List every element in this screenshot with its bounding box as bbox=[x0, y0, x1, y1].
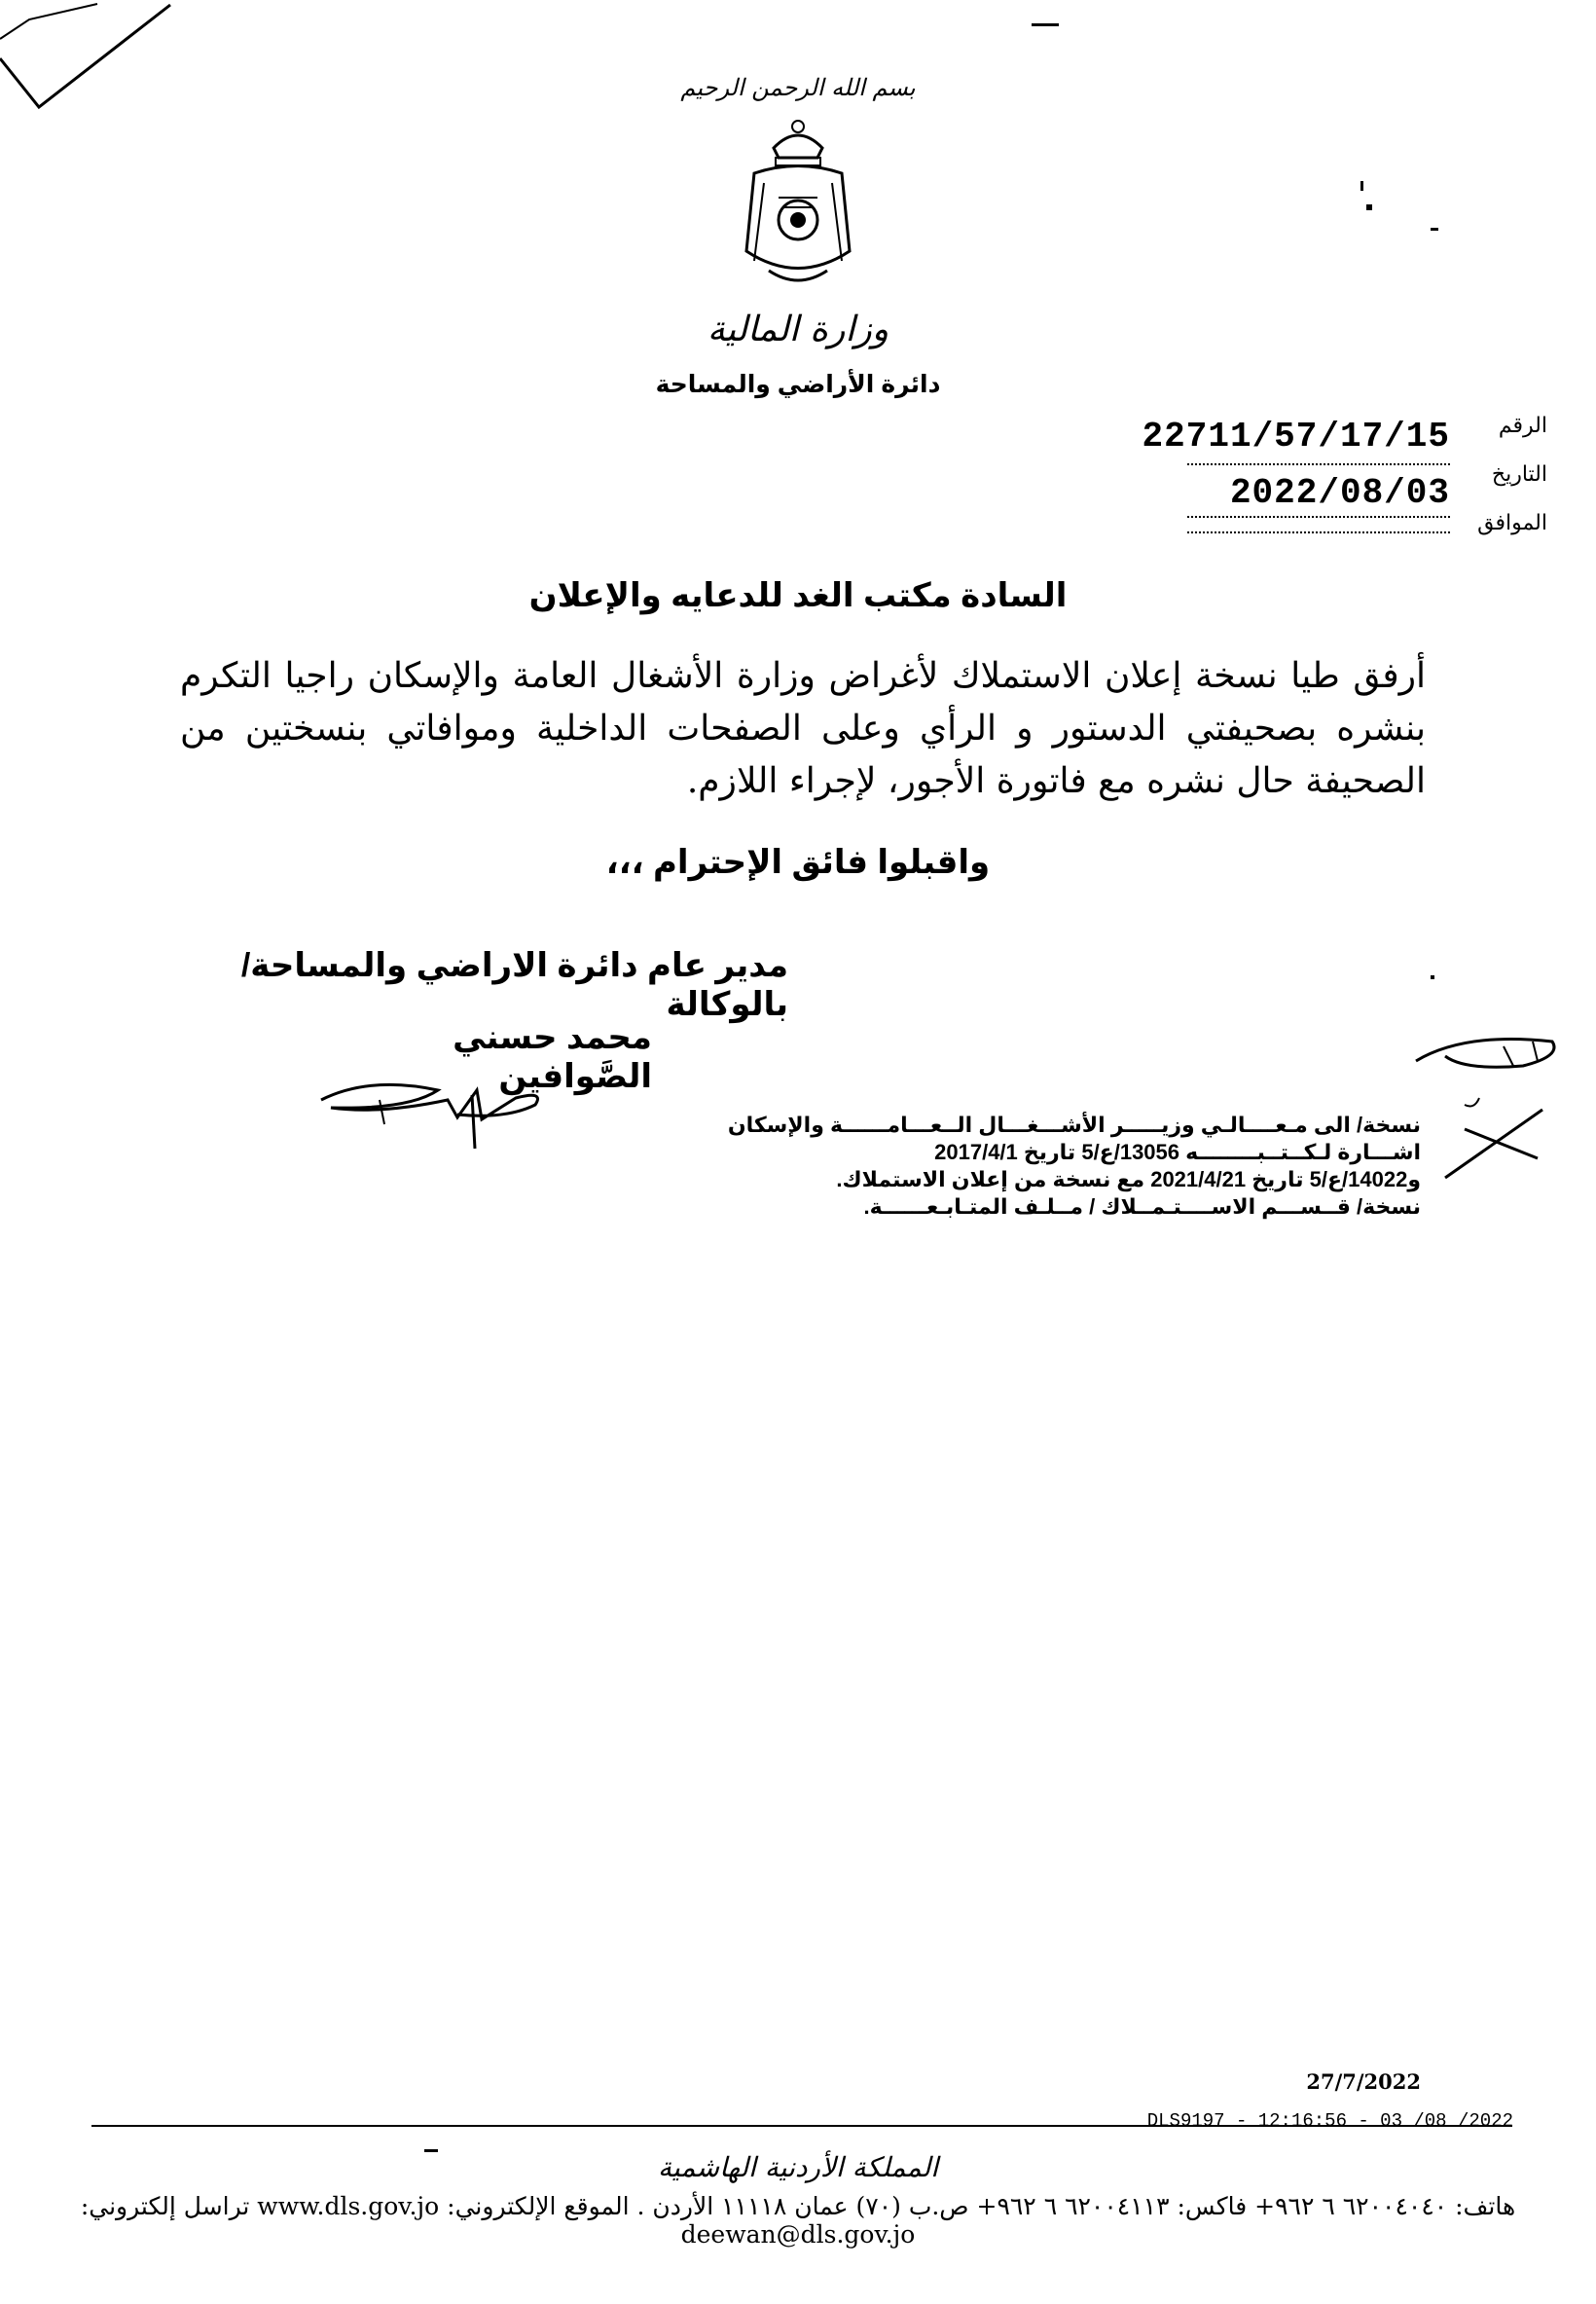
reference-number: 22711/57/17/15 bbox=[1142, 417, 1450, 457]
contact-info: هاتف: ٦٢٠٠٤٠٤٠ ٦ ٩٦٢+ فاكس: ٦٢٠٠٤١١٣ ٦ ٩٦٢+ ص.ب (٧٠) عمان ١١١١٨ الأردن . الموقع الإلكتروني: www.dls.gov.jo تراسل إلكتروني: deewan@dls.gov.jo bbox=[80, 2192, 1516, 2249]
hijri-date-label: الموافق bbox=[1477, 510, 1547, 534]
scan-speck bbox=[424, 2149, 438, 2152]
scan-speck bbox=[1431, 975, 1434, 979]
print-date: 27/7/2022 bbox=[1306, 2069, 1421, 2094]
dotted-rule bbox=[1187, 531, 1450, 533]
copy-line: نسخة/ الى مـعــــالـي وزيـــــر الأشـــغـــال الــعـــامــــــة والإسكان bbox=[727, 1113, 1421, 1137]
coat-of-arms-emblem bbox=[725, 115, 871, 295]
addressee: السادة مكتب الغد للدعايه والإعلان bbox=[528, 577, 1068, 614]
date-label: التاريخ bbox=[1491, 461, 1547, 486]
scan-speck bbox=[1032, 23, 1059, 26]
copy-line: نسخة/ قــســـم الاســــتـمــلاك / مــلـف المتـابـعــــــة. bbox=[863, 1194, 1421, 1219]
copy-line: اشـــارة لـكــتــبــــــــه 13056/ع/5 تاريخ 2017/4/1 bbox=[934, 1140, 1421, 1164]
scan-speck bbox=[1360, 181, 1363, 191]
signer-name: محمد حسني الصَّوافين bbox=[453, 1019, 652, 1095]
closing-phrase: واقبلوا فائق الإحترام ،،، bbox=[605, 844, 991, 881]
letter-date: 2022/08/03 bbox=[1229, 473, 1450, 513]
initials-mark bbox=[1406, 1022, 1581, 1188]
dotted-rule bbox=[1187, 516, 1450, 518]
reference-label: الرقم bbox=[1498, 413, 1547, 437]
basmala: بسم الله الرحمن الرحيم bbox=[680, 74, 916, 101]
kingdom-name: المملكة الأردنية الهاشمية bbox=[657, 2151, 939, 2183]
copy-line: و14022/ع/5 تاريخ 2021/4/21 مع نسخة من إعلان الاستملاك. bbox=[836, 1167, 1421, 1191]
scan-speck bbox=[1366, 204, 1372, 210]
folded-corner-mark bbox=[0, 0, 185, 136]
ministry-name: وزارة المالية bbox=[707, 310, 889, 349]
dotted-rule bbox=[1187, 463, 1450, 465]
letter-body: أرفق طيا نسخة إعلان الاستملاك لأغراض وزارة الأشغال العامة والإسكان راجيا التكرم بنشره بصحيفتي الدستور و الرأي وعلى الصفحات الداخلية وموافاتي بنسختين من الصحيفة حال نشره مع فاتورة الأجور، لإجراء اللازم. bbox=[180, 656, 1426, 801]
department-name: دائرة الأراضي والمساحة bbox=[655, 371, 941, 398]
copies-distribution bbox=[720, 1112, 1421, 1221]
signer-title: مدير عام دائرة الاراضي والمساحة/بالوكالة bbox=[240, 947, 788, 1023]
handwritten-signature bbox=[311, 1071, 555, 1158]
scan-speck bbox=[1431, 228, 1438, 231]
system-stamp: DLS9197 - 12:16:56 - 03 /08 /2022 bbox=[1146, 2110, 1513, 2132]
